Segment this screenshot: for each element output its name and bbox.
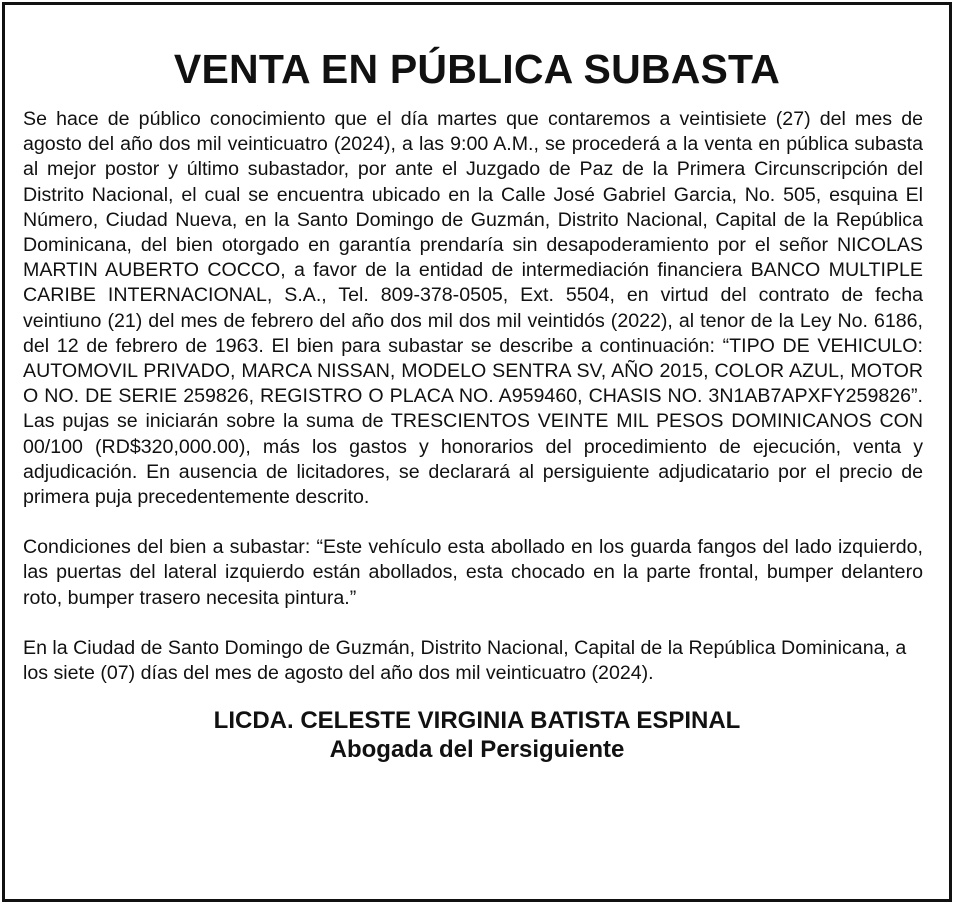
notice-title: VENTA EN PÚBLICA SUBASTA: [173, 46, 781, 92]
signature-block: [5, 706, 949, 764]
signature-role: Abogada del Persiguiente: [329, 736, 625, 764]
paragraph-conditions: Condiciones del bien a subastar: “Este vehículo esta abollado en los guarda fangos del lado izquierdo, las puertas del lateral izquierdo están abollados, esta chocado en la parte frontal, bumper delantero roto, bumper trasero necesita pintura.”: [23, 536, 923, 609]
notice-frame: [2, 2, 952, 902]
signature-name: LICDA. CELESTE VIRGINIA BATISTA ESPINAL: [213, 707, 741, 735]
paragraph-place-date: En la Ciudad de Santo Domingo de Guzmán, Distrito Nacional, Capital de la República Dominicana, a los siete (07) días del mes de agosto del año dos mil veinticuatro (2024).: [23, 636, 907, 685]
notice-body: [23, 107, 923, 686]
paragraph-announcement: Se hace de público conocimiento que el día martes que contaremos a veintisiete (27) del mes de agosto del año dos mil veinticuatro (2024), a las 9:00 A.M., se procederá a la venta en pública subasta al mejor postor y último subastador, por ante el Juzgado de Paz de la Primera Circunscripción del Distrito Nacional, el cual se encuentra ubicado en la Calle José Gabriel Garcia, No. 505, esquina El Número, Ciudad Nueva, en la Santo Domingo de Guzmán, Distrito Nacional, Capital de la República Dominicana, del bien otorgado en garantía prendaría sin desapoderamiento por el señor NICOLAS MARTIN AUBERTO COCCO, a favor de la entidad de intermediación financiera BANCO MULTIPLE CARIBE INTERNACIONAL, S.A., Tel. 809-378-0505, Ext. 5504, en virtud del contrato de fecha veintiuno (21) del mes de febrero del año dos mil dos mil veintidós (2022), al tenor de la Ley No. 6186, del 12 de febrero de 1963. El bien para subastar se describe a continuación: “TIPO DE VEHICULO: AUTOMOVIL PRIVADO, MARCA NISSAN, MODELO SENTRA SV, AÑO 2015, COLOR AZUL, MOTOR O NO. DE SERIE 259826, REGISTRO O PLACA NO. A959460, CHASIS NO. 3N1AB7APXFY259826”. Las pujas se iniciarán sobre la suma de TRESCIENTOS VEINTE MIL PESOS DOMINICANOS CON 00/100 (RD$320,000.00), más los gastos y honorarios del procedimiento de ejecución, venta y adjudicación. En ausencia de licitadores, se declarará al persiguiente adjudicatario por el precio de primera puja precedentemente descrito.: [23, 108, 923, 509]
